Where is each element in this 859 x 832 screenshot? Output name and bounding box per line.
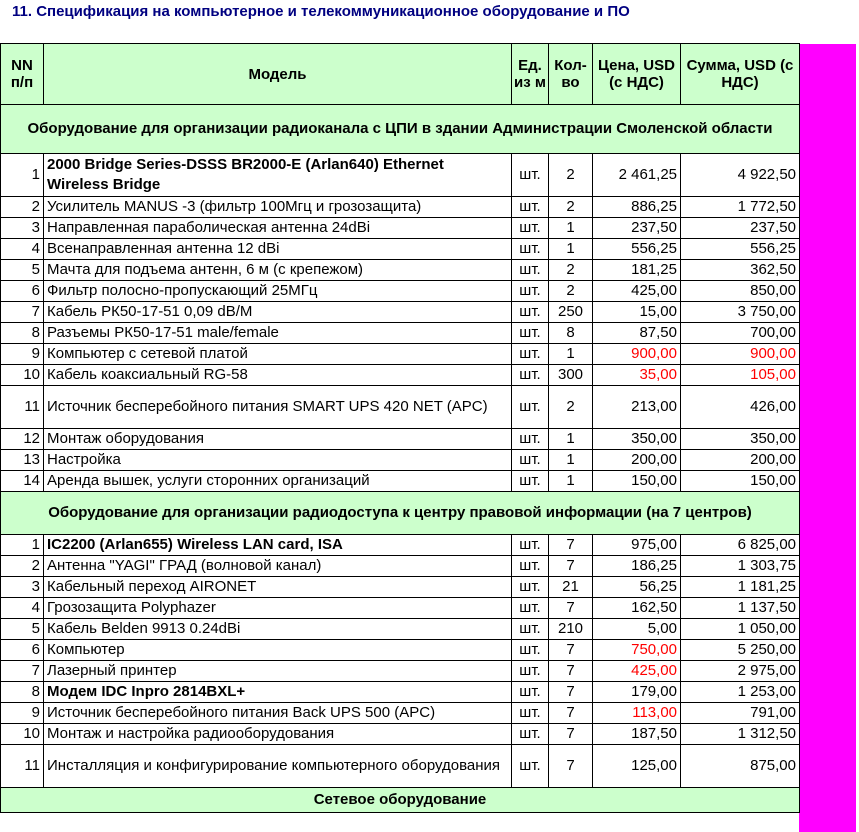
table-row	[1, 556, 800, 577]
row-price: 162,50	[593, 598, 681, 619]
row-number: 3	[1, 218, 44, 239]
row-quantity: 1	[549, 429, 593, 450]
row-sum: 3 750,00	[681, 302, 800, 323]
row-number: 4	[1, 239, 44, 260]
row-quantity: 8	[549, 323, 593, 344]
row-price: 556,25	[593, 239, 681, 260]
header-num: NN п/п	[1, 44, 44, 105]
row-number: 6	[1, 281, 44, 302]
row-unit: шт.	[512, 577, 549, 598]
row-price: 35,00	[593, 365, 681, 386]
row-number: 14	[1, 471, 44, 492]
row-unit: шт.	[512, 260, 549, 281]
row-unit: шт.	[512, 302, 549, 323]
row-quantity: 7	[549, 556, 593, 577]
row-quantity: 1	[549, 239, 593, 260]
table-row	[1, 450, 800, 471]
row-model: Кабельный переход AIRONET	[44, 577, 512, 598]
row-sum: 105,00	[681, 365, 800, 386]
section-header-row	[1, 105, 800, 154]
row-price: 181,25	[593, 260, 681, 281]
row-model: Разъемы РК50-17-51 male/female	[44, 323, 512, 344]
row-quantity: 1	[549, 218, 593, 239]
row-quantity: 2	[549, 260, 593, 281]
row-model: Кабель коаксиальный RG-58	[44, 365, 512, 386]
row-number: 10	[1, 724, 44, 745]
row-model: IC2200 (Arlan655) Wireless LAN card, ISA	[44, 535, 512, 556]
row-sum: 200,00	[681, 450, 800, 471]
row-quantity: 7	[549, 745, 593, 788]
row-quantity: 2	[549, 197, 593, 218]
row-unit: шт.	[512, 197, 549, 218]
table-row	[1, 197, 800, 218]
row-model: Антенна "YAGI" ГРАД (волновой канал)	[44, 556, 512, 577]
row-quantity: 1	[549, 450, 593, 471]
row-model: Источник бесперебойного питания SMART UPS 420 NET (APC)	[44, 386, 512, 429]
row-model: Инсталляция и конфигурирование компьютерного оборудования	[44, 745, 512, 788]
row-price: 425,00	[593, 661, 681, 682]
row-price: 125,00	[593, 745, 681, 788]
header-qty: Кол-во	[549, 44, 593, 105]
row-number: 10	[1, 365, 44, 386]
row-price: 87,50	[593, 323, 681, 344]
table-row	[1, 302, 800, 323]
row-number: 3	[1, 577, 44, 598]
row-model: Фильтр полосно-пропускающий 25МГц	[44, 281, 512, 302]
row-quantity: 1	[549, 471, 593, 492]
row-price: 15,00	[593, 302, 681, 323]
row-sum: 700,00	[681, 323, 800, 344]
section-title: Сетевое оборудование	[1, 788, 800, 813]
row-unit: шт.	[512, 619, 549, 640]
row-unit: шт.	[512, 745, 549, 788]
row-model: Кабель РК50-17-51 0,09 dB/M	[44, 302, 512, 323]
row-sum: 1 312,50	[681, 724, 800, 745]
row-number: 4	[1, 598, 44, 619]
row-unit: шт.	[512, 535, 549, 556]
row-quantity: 210	[549, 619, 593, 640]
row-sum: 1 253,00	[681, 682, 800, 703]
row-model: Аренда вышек, услуги сторонних организаций	[44, 471, 512, 492]
row-quantity: 2	[549, 154, 593, 197]
table-row	[1, 344, 800, 365]
row-sum: 1 772,50	[681, 197, 800, 218]
row-sum: 237,50	[681, 218, 800, 239]
row-price: 425,00	[593, 281, 681, 302]
row-quantity: 7	[549, 703, 593, 724]
row-number: 12	[1, 429, 44, 450]
table-header-row	[1, 44, 800, 105]
row-number: 1	[1, 535, 44, 556]
row-sum: 791,00	[681, 703, 800, 724]
row-model: Мачта для подъема антенн, 6 м (с крепежом)	[44, 260, 512, 281]
table-row	[1, 429, 800, 450]
row-number: 6	[1, 640, 44, 661]
row-quantity: 2	[549, 281, 593, 302]
row-sum: 4 922,50	[681, 154, 800, 197]
row-sum: 556,25	[681, 239, 800, 260]
header-sum: Сумма, USD (с НДС)	[681, 44, 800, 105]
row-number: 11	[1, 386, 44, 429]
row-price: 56,25	[593, 577, 681, 598]
row-model: Источник бесперебойного питания Back UPS 500 (APC)	[44, 703, 512, 724]
row-unit: шт.	[512, 598, 549, 619]
row-price: 200,00	[593, 450, 681, 471]
row-quantity: 1	[549, 344, 593, 365]
row-unit: шт.	[512, 218, 549, 239]
row-model: Монтаж и настройка радиооборудования	[44, 724, 512, 745]
row-unit: шт.	[512, 281, 549, 302]
row-sum: 850,00	[681, 281, 800, 302]
row-unit: шт.	[512, 471, 549, 492]
row-model: Компьютер с сетевой платой	[44, 344, 512, 365]
row-model: Грозозащита Polyphazer	[44, 598, 512, 619]
row-model: Кабель Belden 9913 0.24dBi	[44, 619, 512, 640]
row-quantity: 7	[549, 724, 593, 745]
header-price: Цена, USD (с НДС)	[593, 44, 681, 105]
table-row	[1, 386, 800, 429]
row-number: 7	[1, 661, 44, 682]
row-number: 2	[1, 197, 44, 218]
row-sum: 362,50	[681, 260, 800, 281]
row-number: 1	[1, 154, 44, 197]
row-sum: 150,00	[681, 471, 800, 492]
row-unit: шт.	[512, 661, 549, 682]
row-unit: шт.	[512, 450, 549, 471]
row-model: Лазерный принтер	[44, 661, 512, 682]
row-quantity: 2	[549, 386, 593, 429]
side-highlight-bar	[799, 44, 856, 832]
row-price: 900,00	[593, 344, 681, 365]
row-unit: шт.	[512, 556, 549, 577]
row-model: Настройка	[44, 450, 512, 471]
row-unit: шт.	[512, 724, 549, 745]
row-model: Модем IDC Inpro 2814BXL+	[44, 682, 512, 703]
row-sum: 1 181,25	[681, 577, 800, 598]
row-model: 2000 Bridge Series-DSSS BR2000-E (Arlan640) Ethernet Wireless Bridge	[44, 154, 512, 197]
header-model: Модель	[44, 44, 512, 105]
row-sum: 1 137,50	[681, 598, 800, 619]
row-price: 975,00	[593, 535, 681, 556]
table-row	[1, 471, 800, 492]
row-price: 2 461,25	[593, 154, 681, 197]
row-model: Монтаж оборудования	[44, 429, 512, 450]
row-price: 886,25	[593, 197, 681, 218]
row-model: Компьютер	[44, 640, 512, 661]
row-price: 150,00	[593, 471, 681, 492]
row-model: Направленная параболическая антенна 24dBi	[44, 218, 512, 239]
table-row	[1, 577, 800, 598]
section-header-row	[1, 492, 800, 535]
row-price: 187,50	[593, 724, 681, 745]
table-row	[1, 260, 800, 281]
row-quantity: 7	[549, 598, 593, 619]
row-quantity: 300	[549, 365, 593, 386]
table-row	[1, 640, 800, 661]
row-quantity: 250	[549, 302, 593, 323]
row-price: 350,00	[593, 429, 681, 450]
table-row	[1, 619, 800, 640]
row-sum: 875,00	[681, 745, 800, 788]
row-unit: шт.	[512, 344, 549, 365]
table-row	[1, 703, 800, 724]
row-number: 8	[1, 682, 44, 703]
row-price: 237,50	[593, 218, 681, 239]
row-unit: шт.	[512, 239, 549, 260]
row-quantity: 7	[549, 661, 593, 682]
table-row	[1, 323, 800, 344]
row-number: 5	[1, 260, 44, 281]
row-quantity: 7	[549, 640, 593, 661]
row-quantity: 7	[549, 535, 593, 556]
specification-table	[0, 43, 800, 813]
row-quantity: 21	[549, 577, 593, 598]
row-sum: 350,00	[681, 429, 800, 450]
row-number: 9	[1, 703, 44, 724]
row-number: 7	[1, 302, 44, 323]
section-title: Оборудование для организации радиоканала с ЦПИ в здании Администрации Смоленской области	[1, 105, 800, 154]
row-number: 2	[1, 556, 44, 577]
row-price: 5,00	[593, 619, 681, 640]
table-row	[1, 218, 800, 239]
row-unit: шт.	[512, 429, 549, 450]
row-quantity: 7	[549, 682, 593, 703]
row-sum: 1 050,00	[681, 619, 800, 640]
row-price: 750,00	[593, 640, 681, 661]
row-price: 213,00	[593, 386, 681, 429]
row-sum: 5 250,00	[681, 640, 800, 661]
row-sum: 2 975,00	[681, 661, 800, 682]
row-number: 8	[1, 323, 44, 344]
row-sum: 900,00	[681, 344, 800, 365]
row-model: Усилитель MANUS -3 (фильтр 100Мгц и грозозащита)	[44, 197, 512, 218]
section-header-row	[1, 788, 800, 813]
document-title: 11. Спецификация на компьютерное и телекоммуникационное оборудование и ПО	[12, 3, 630, 20]
row-unit: шт.	[512, 154, 549, 197]
row-unit: шт.	[512, 323, 549, 344]
row-price: 179,00	[593, 682, 681, 703]
row-unit: шт.	[512, 682, 549, 703]
table-row	[1, 724, 800, 745]
row-model: Всенаправленная антенна 12 dBi	[44, 239, 512, 260]
section-title: Оборудование для организации радиодоступа к центру правовой информации (на 7 центров)	[1, 492, 800, 535]
row-unit: шт.	[512, 640, 549, 661]
row-unit: шт.	[512, 703, 549, 724]
row-number: 9	[1, 344, 44, 365]
header-unit: Ед. из м	[512, 44, 549, 105]
table-row	[1, 365, 800, 386]
row-price: 113,00	[593, 703, 681, 724]
row-number: 5	[1, 619, 44, 640]
table-row	[1, 745, 800, 788]
table-row	[1, 154, 800, 197]
table-row	[1, 281, 800, 302]
row-sum: 426,00	[681, 386, 800, 429]
row-unit: шт.	[512, 386, 549, 429]
row-sum: 1 303,75	[681, 556, 800, 577]
row-number: 11	[1, 745, 44, 788]
row-unit: шт.	[512, 365, 549, 386]
table-row	[1, 661, 800, 682]
row-sum: 6 825,00	[681, 535, 800, 556]
table-row	[1, 535, 800, 556]
row-number: 13	[1, 450, 44, 471]
table-row	[1, 682, 800, 703]
table-row	[1, 598, 800, 619]
row-price: 186,25	[593, 556, 681, 577]
table-row	[1, 239, 800, 260]
